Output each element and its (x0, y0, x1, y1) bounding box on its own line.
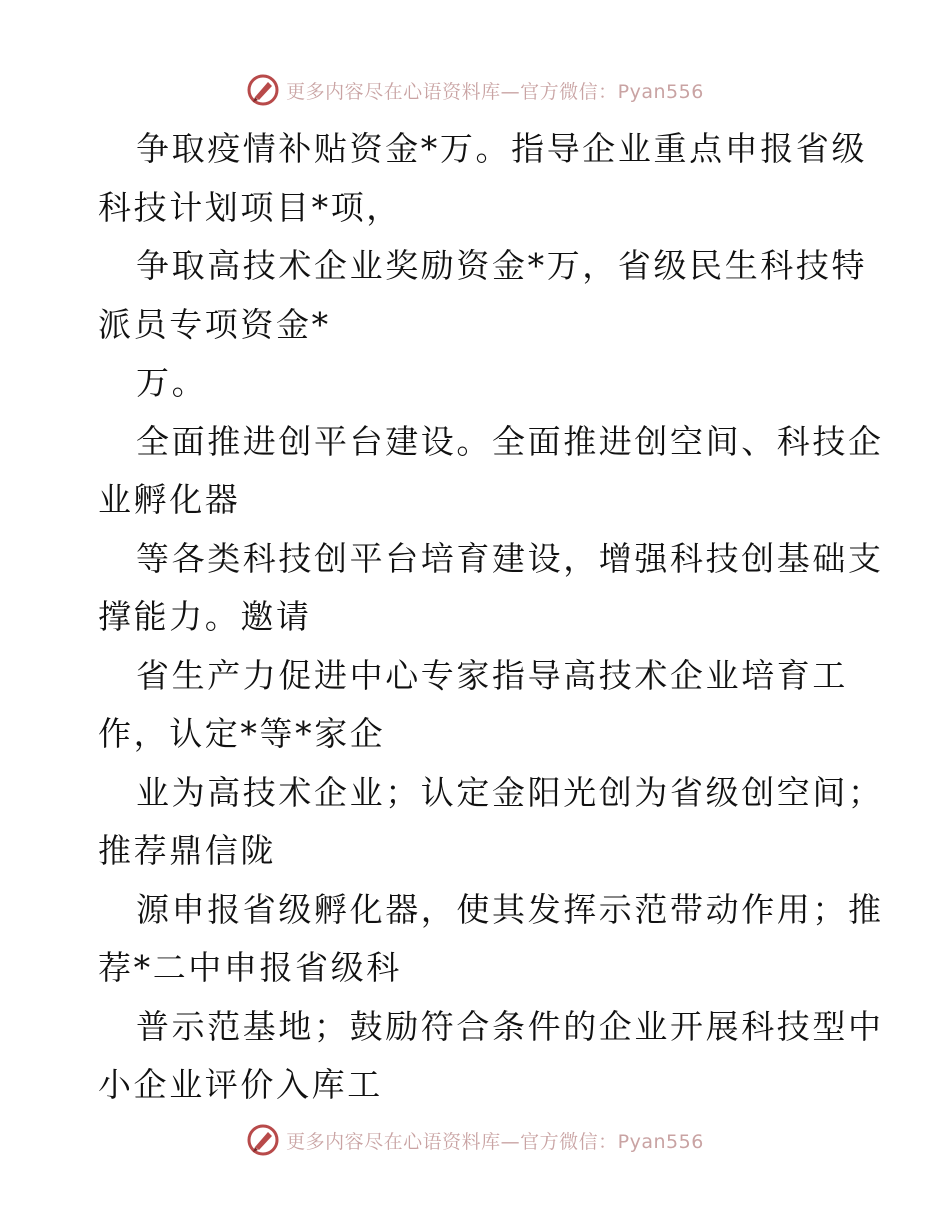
text-line: 业为高技术企业；认定金阳光创为省级创空间； (136, 772, 884, 812)
text-line: 普示范基地；鼓励符合条件的企业开展科技型中 (136, 1006, 884, 1046)
text-line: 撑能力。邀请 (98, 597, 312, 636)
header-watermark (0, 70, 950, 110)
text-line: 派员专项资金* (98, 304, 331, 344)
text-line: 省生产力促进中心专家指导高技术企业培育工 (136, 655, 848, 695)
text-line: 业孵化器 (98, 480, 241, 519)
text-line: 小企业评价入库工 (98, 1065, 383, 1104)
pen-circle-logo-icon (246, 1123, 280, 1157)
text-line: 源申报省级孵化器，使其发挥示范带动作用；推 (136, 889, 884, 929)
footer-watermark (0, 1120, 950, 1160)
watermark-text: 更多内容尽在心语资料库—官方微信：Pyan556 (286, 80, 704, 103)
text-line: 万。 (136, 363, 208, 402)
document-body (98, 120, 884, 1115)
text-line: 等各类科技创平台培育建设，增强科技创基础支 (136, 538, 884, 578)
text-line: 作，认定*等*家企 (98, 714, 386, 753)
text-line: 荐*二中申报省级科 (98, 948, 402, 987)
text-line: 科技计划项目*项， (98, 187, 402, 227)
watermark-text: 更多内容尽在心语资料库—官方微信：Pyan556 (286, 1130, 704, 1153)
text-line: 全面推进创平台建设。全面推进创空间、科技企 (136, 421, 884, 461)
pen-circle-logo-icon (246, 73, 280, 107)
text-line: 推荐鼎信陇 (98, 831, 276, 870)
text-line: 争取疫情补贴资金*万。指导企业重点申报省级 (136, 129, 868, 168)
text-line: 争取高技术企业奖励资金*万，省级民生科技特 (136, 246, 868, 285)
